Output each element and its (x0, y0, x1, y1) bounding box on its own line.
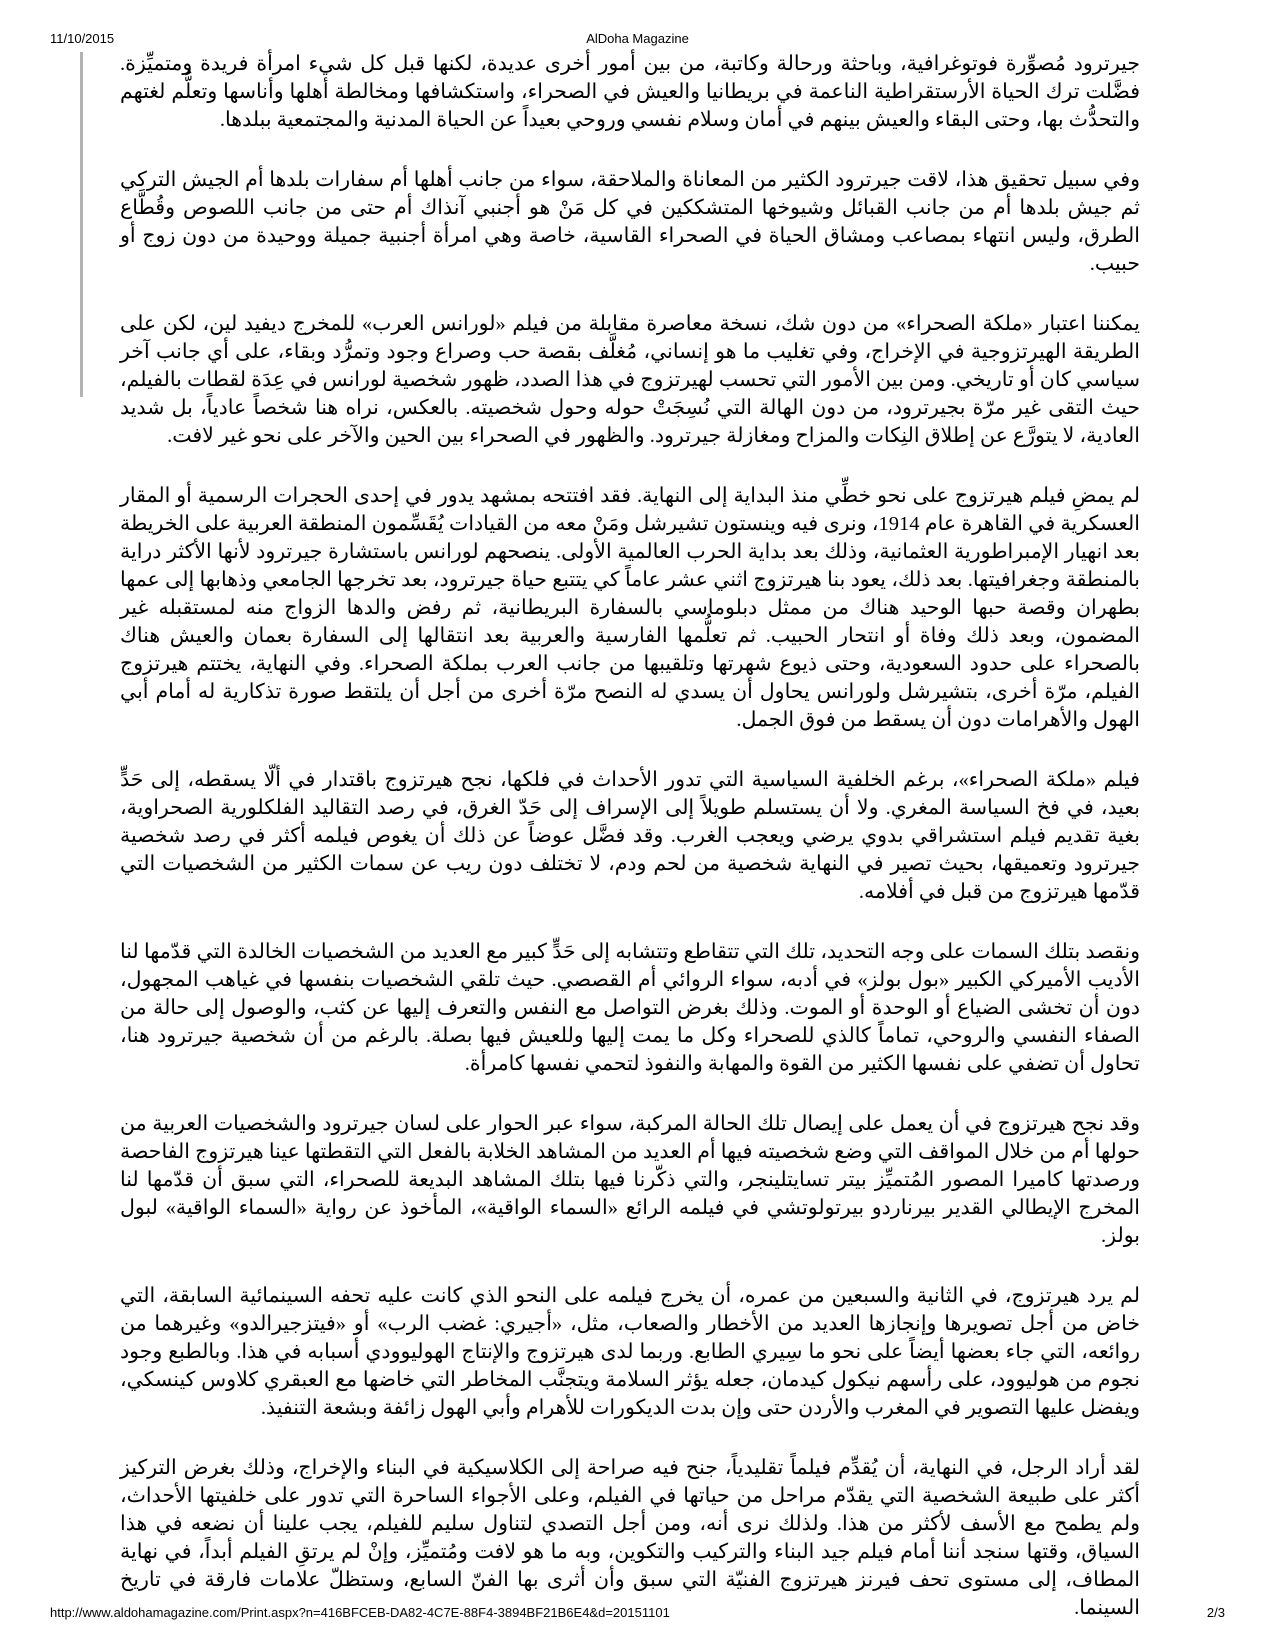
article-paragraph: فيلم «ملكة الصحراء»، برغم الخلفية السياسية التي تدور الأحداث في فلكها، نجح هيرتزوج باقتدار في ألّا يسقطه، إلى حَدٍّ بعيد، في فخ السياسة المغري. ولا أن يستسلم طويلاً إلى الإسراف إلى حَدّ الغرق، في رصد التقاليد الفلكلورية الصحراوية، بغية تقديم فيلم استشراقي بدوي يرضي ويعجب الغرب. وقد فضَّل عوضاً عن ذلك أن يغوص فيلمه أكثر في رصد شخصية جيرترود وتعميقها، بحيث تصير في النهاية شخصية من لحم ودم، لا تختلف دون ريب عن سمات الكثير من الشخصيات التي قدّمها هيرتزوج من قبل في أفلامه. (120, 769, 1140, 903)
article-paragraph: يمكننا اعتبار «ملكة الصحراء» من دون شك، نسخة معاصرة مقابلة من فيلم «لورانس العرب» للمخرج ديفيد لين، لكن على الطريقة الهيرتزوجية في الإخراج، وفي تغليب ما هو إنساني، مُغلَّف بقصة حب وصراع وجود وتمرُّد وبقاء، على أي جانب آخر سياسي كان أو تاريخي. ومن بين الأمور التي تحسب لهيرتزوج في هذا الصدد، ظهور شخصية لورانس في عِدَة لقطات بالفيلم، حيث التقى غير مرّة بجيرترود، من دون الهالة التي نُسِجَتْ حوله وحول شخصيته. بالعكس، نراه هنا شخصاً عادياً، بل شديد العادية، لا يتورَّع عن إطلاق النِكات والمزاح ومغازلة جيرترود. والظهور في الصحراء بين الحين والآخر على نحو غير لافت. (120, 313, 1140, 447)
article-paragraph: لم يمضِ فيلم هيرتزوج على نحو خطِّي منذ البداية إلى النهاية. فقد افتتحه بمشهد يدور في إحدى الحجرات الرسمية أو المقار العسكرية في القاهرة عام 1914، ونرى فيه وينستون تشيرشل ومَنْ معه من القيادات يُقَسِّمون المنطقة العربية على الخريطة بعد انهيار الإمبراطورية العثمانية، وذلك بعد بداية الحرب العالمية الأولى. ينصحهم لورانس باستشارة جيرترود لأنها الأكثر دراية بالمنطقة وجغرافيتها. بعد ذلك، يعود بنا هيرتزوج اثني عشر عاماً كي يتتبع حياة جيرترود، بعد تخرجها الجامعي وذهابها إلى عمها بطهران وقصة حبها الوحيد هناك من ممثل دبلوماسي بالسفارة البريطانية، ثم رفض والدها الزواج منه لمستقبله غير المضمون، وبعد ذلك وفاة أو انتحار الحبيب. ثم تعلُّمها الفارسية والعربية بعد انتقالها إلى السفارة بعمان والعيش هناك بالصحراء على حدود السعودية، وحتى ذيوع شهرتها وتلقيبها من جانب العرب بملكة الصحراء. وفي النهاية، يختتم هيرتزوج الفيلم، مرّة أخرى، بتشيرشل ولورانس يحاول أن يسدي له النصح مرّة أخرى من أجل أن يلتقط صورة تذكارية له أمام أبي الهول والأهرامات دون أن يسقط من فوق الجمل. (120, 485, 1140, 731)
article-body (120, 50, 1140, 1622)
article-paragraph: جيرترود مُصوِّرة فوتوغرافية، وباحثة ورحالة وكاتبة، من بين أمور أخرى عديدة، لكنها قبل كل شيء امرأة فريدة ومتميِّزة. فضَّلت ترك الحياة الأرستقراطية الناعمة في بريطانيا والعيش في الصحراء، واستكشافها ومخالطة أهلها وأناسها وتعلُّم لغتهم والتحدُّث بها، وحتى البقاء والعيش بينهم في أمان وسلام نفسي وروحي بعيداً عن الحياة المدنية والمجتمعية ببلدها. (120, 53, 1140, 131)
article-paragraph: وقد نجح هيرتزوج في أن يعمل على إيصال تلك الحالة المركبة، سواء عبر الحوار على لسان جيرترود والشخصيات العربية من حولها أم من خلال المواقف التي وضع شخصيته فيها أم العديد من المشاهد الخلابة بالفعل التي التقطتها عينا هيرتزوج الفاحصة ورصدتها كاميرا المصور المُتميِّز بيتر تسايتلينجر، والتي ذكّرنا فيها بتلك المشاهد البديعة للصحراء، التي سبق أن قدّمها لنا المخرج الإيطالي القدير بيرناردو بيرتولوتشي في فيلمه الرائع «السماء الواقية»، المأخوذ عن رواية «السماء الواقية» لبول بولز. (120, 1113, 1140, 1247)
article-paragraph: وفي سبيل تحقيق هذا، لاقت جيرترود الكثير من المعاناة والملاحقة، سواء من جانب أهلها أم سفارات بلدها أم الجيش التركي ثم جيش بلدها أم من جانب القبائل وشيوخها المتشككين في كل مَنْ هو أجنبي آنذاك أم حتى من جانب اللصوص وقُطَّاع الطرق، وليس انتهاء بمصاعب ومشاق الحياة في الصحراء القاسية، خاصة وهي امرأة أجنبية جميلة ووحيدة من دون زوج أو حبيب. (120, 169, 1140, 275)
page-title: AlDoha Magazine (586, 31, 689, 46)
page-number: 2/3 (1206, 1605, 1225, 1620)
article-paragraph: لم يرد هيرتزوج، في الثانية والسبعين من عمره، أن يخرج فيلمه على النحو الذي كانت عليه تحفه السينمائية السابقة، التي خاض من أجل تصويرها وإنجازها العديد من الأخطار والصعاب، مثل، «أجيري: غضب الرب» أو «فيتزجيرالدو» وغيرهما من روائعه، التي جاء بعضها أيضاً على نحو ما سِيري الطابع. وربما لدى هيرتزوج والإنتاج الهوليوودي أسبابه في هذا. وبالطبع وجود نجوم من هوليوود، على رأسهم نيكول كيدمان، جعله يؤثر السلامة ويتجنَّب المخاطر التي خاضها مع العبقري كلاوس كينسكي، ويفضل عليها التصوير في المغرب والأردن حتى وإن بدت الديكورات للأهرام وأبي الهول زائفة وبشعة التنفيذ. (120, 1285, 1140, 1419)
article-paragraph: لقد أراد الرجل، في النهاية، أن يُقدِّم فيلماً تقليدياً، جنح فيه صراحة إلى الكلاسيكية في البناء والإخراج، وذلك بغرض التركيز أكثر على طبيعة الشخصية التي يقدّم مراحل من حياتها في الفيلم، وعلى الأجواء الساحرة التي تدور على خلفيتها الأحداث، ولم يطمح مع الأسف لأكثر من هذا. ولذلك نرى أنه، ومن أجل التصدي لتناول سليم للفيلم، يجب علينا أن نضعه في هذا السياق، وقتها سنجد أننا أمام فيلم جيد البناء والتركيب والتكوين، وبه ما هو لافت ومُتميِّز، وإنْ لم يرتقِ الفيلم أبداً، في نهاية المطاف، إلى مستوى تحف فيرنز هيرتزوج الفنيّة التي سبق وأن أثرى بها الفنّ السابع، وستظلّ علامات فارقة في تاريخ السينما. (120, 1457, 1140, 1619)
print-date: 11/10/2015 (50, 31, 115, 46)
page-url: http://www.aldohamagazine.com/Print.aspx?n=416BFCEB-DA82-4C7E-88F4-3894BF21B6E4&d=20151101 (50, 1605, 670, 1620)
scrollbar-track (80, 52, 83, 397)
article-paragraph: ونقصد بتلك السمات على وجه التحديد، تلك التي تتقاطع وتتشابه إلى حَدٍّ كبير مع العديد من الشخصيات الخالدة التي قدّمها لنا الأديب الأميركي الكبير «بول بولز» في أدبه، سواء الروائي أم القصصي. حيث تلقي الشخصيات بنفسها في غياهب المجهول، دون أن تخشى الضياع أو الوحدة أو الموت. وذلك بغرض التواصل مع النفس والتعرف إليها عن كثب، والوصول إلى حالة من الصفاء النفسي والروحي، تماماً كالذي للصحراء وكل ما يمت إليها وللعيش فيها بصلة. بالرغم من أن شخصية جيرترود هنا، تحاول أن تضفي على نفسها الكثير من القوة والمهابة والنفوذ لتحمي نفسها كامرأة. (120, 941, 1140, 1075)
